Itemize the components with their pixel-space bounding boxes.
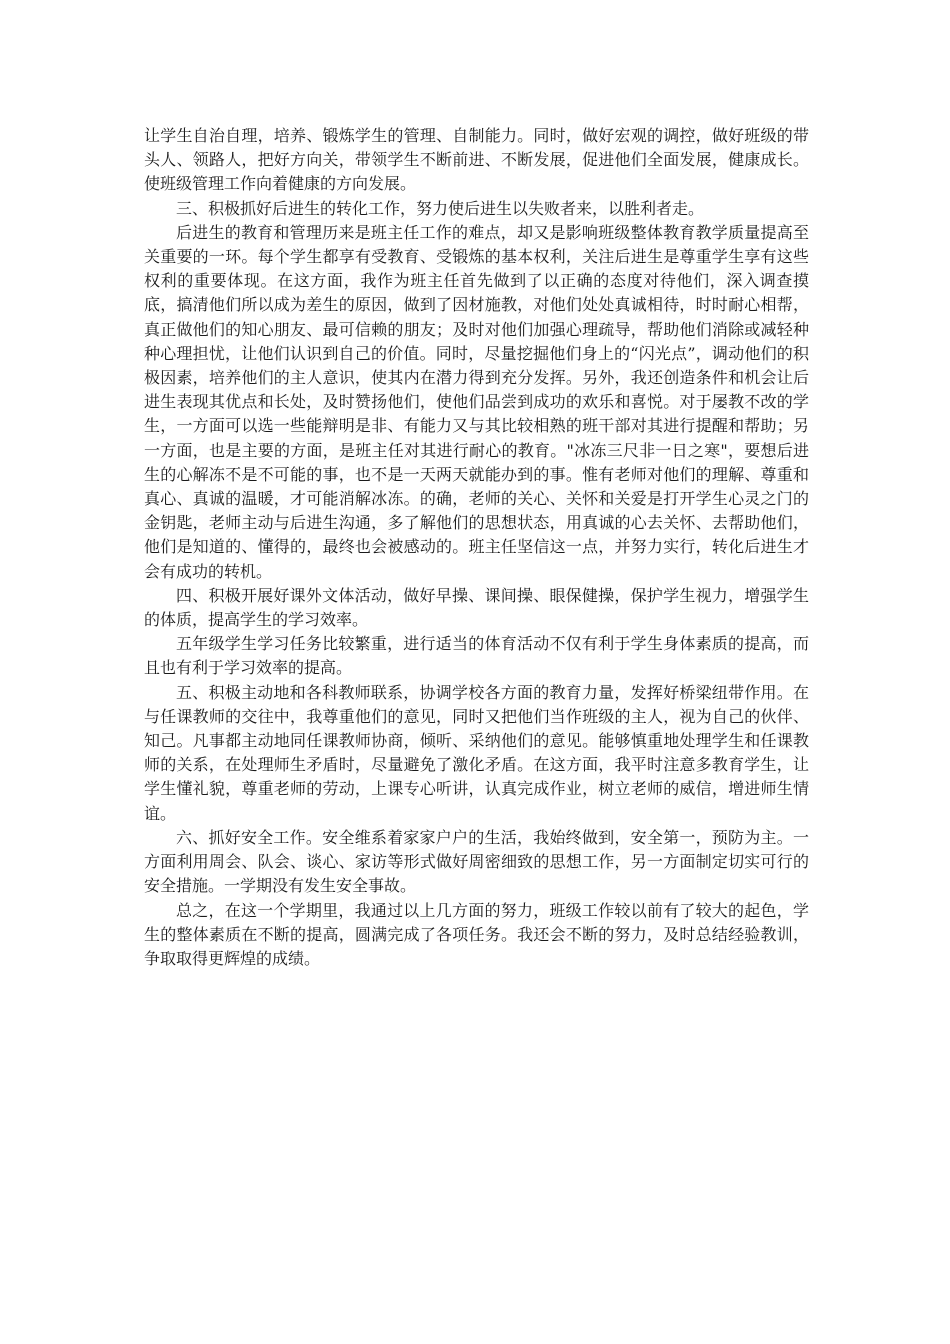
paragraph-heading-3: 三、积极抓好后进生的转化工作，努力使后进生以失败者来，以胜利者走。: [176, 198, 705, 218]
paragraph-heading-5: 五、积极主动地和各科教师联系，协调学校各方面的教育力量，发挥好桥梁纽带作用。在与任课教师的交往中，我尊重他们的意见，同时又把他们当作班级的主人，视为自己的伙伴、知己。凡事都主动地同任课教师协商，倾听、采纳他们的意见。能够慎重地处理学生和任课教师的关系，在处理师生矛盾时，尽量避免了激化矛盾。在这方面，我平时注意多教育学生，让学生懂礼貌，尊重老师的劳动，上课专心听讲，认真完成作业，树立老师的威信，增进师生情谊。: [144, 682, 809, 823]
document-body: [144, 124, 809, 971]
paragraph-underachievers: 后进生的教育和管理历来是班主任工作的难点，却又是影响班级整体教育教学质量提高至关重要的一环。每个学生都享有受教育、受锻炼的基本权利，关注后进生是尊重学生享有这些权利的重要体现。在这方面，我作为班主任首先做到了以正确的态度对待他们，深入调查摸底，搞清他们所以成为差生的原因，做到了因材施教，对他们处处真诚相待，时时耐心相帮，真正做他们的知心朋友、最可信赖的朋友；及时对他们加强心理疏导，帮助他们消除或减轻种种心理担忧，让他们认识到自己的价值。同时，尽量挖掘他们身上的“闪光点”，调动他们的积极因素，培养他们的主人意识，使其内在潜力得到充分发挥。另外，我还创造条件和机会让后进生表现其优点和长处，及时赞扬他们，使他们品尝到成功的欢乐和喜悦。对于屡教不改的学生，一方面可以选一些能辩明是非、有能力又与其比较相熟的班干部对其进行提醒和帮助；另一方面，也是主要的方面，是班主任对其进行耐心的教育。"冰冻三尺非一日之寒"，要想后进生的心解冻不是不可能的事，也不是一天两天就能办到的事。惟有老师对他们的理解、尊重和真心、真诚的温暖，才可能消解冰冻。的确，老师的关心、关怀和关爱是打开学生心灵之门的金钥匙，老师主动与后进生沟通，多了解他们的思想状态，用真诚的心去关怀、去帮助他们，他们是知道的、懂得的，最终也会被感动的。班主任坚信这一点，并努力实行，转化后进生才会有成功的转机。: [144, 222, 809, 581]
paragraph-heading-6: 六、抓好安全工作。安全维系着家家户户的生活，我始终做到，安全第一，预防为主。一方面利用周会、队会、谈心、家访等形式做好周密细致的思想工作，另一方面制定切实可行的安全措施。一学期没有发生安全事故。: [144, 827, 809, 896]
paragraph-summary: 总之，在这一个学期里，我通过以上几方面的努力，班级工作较以前有了较大的起色，学生的整体素质在不断的提高，圆满完成了各项任务。我还会不断的努力，及时总结经验教训，争取取得更辉煌的成绩。: [144, 900, 809, 968]
paragraph-heading-4: 四、积极开展好课外文体活动，做好早操、课间操、眼保健操，保护学生视力，增强学生的体质，提高学生的学习效率。: [144, 585, 809, 630]
paragraph-grade-five: 五年级学生学习任务比较繁重，进行适当的体育活动不仅有利于学生身体素质的提高，而且也有利于学习效率的提高。: [144, 634, 809, 678]
paragraph-continuation: 让学生自治自理，培养、锻炼学生的管理、自制能力。同时，做好宏观的调控，做好班级的带头人、领路人，把好方向关，带领学生不断前进、不断发展，促进他们全面发展，健康成长。使班级管理工作向着健康的方向发展。: [144, 126, 809, 194]
